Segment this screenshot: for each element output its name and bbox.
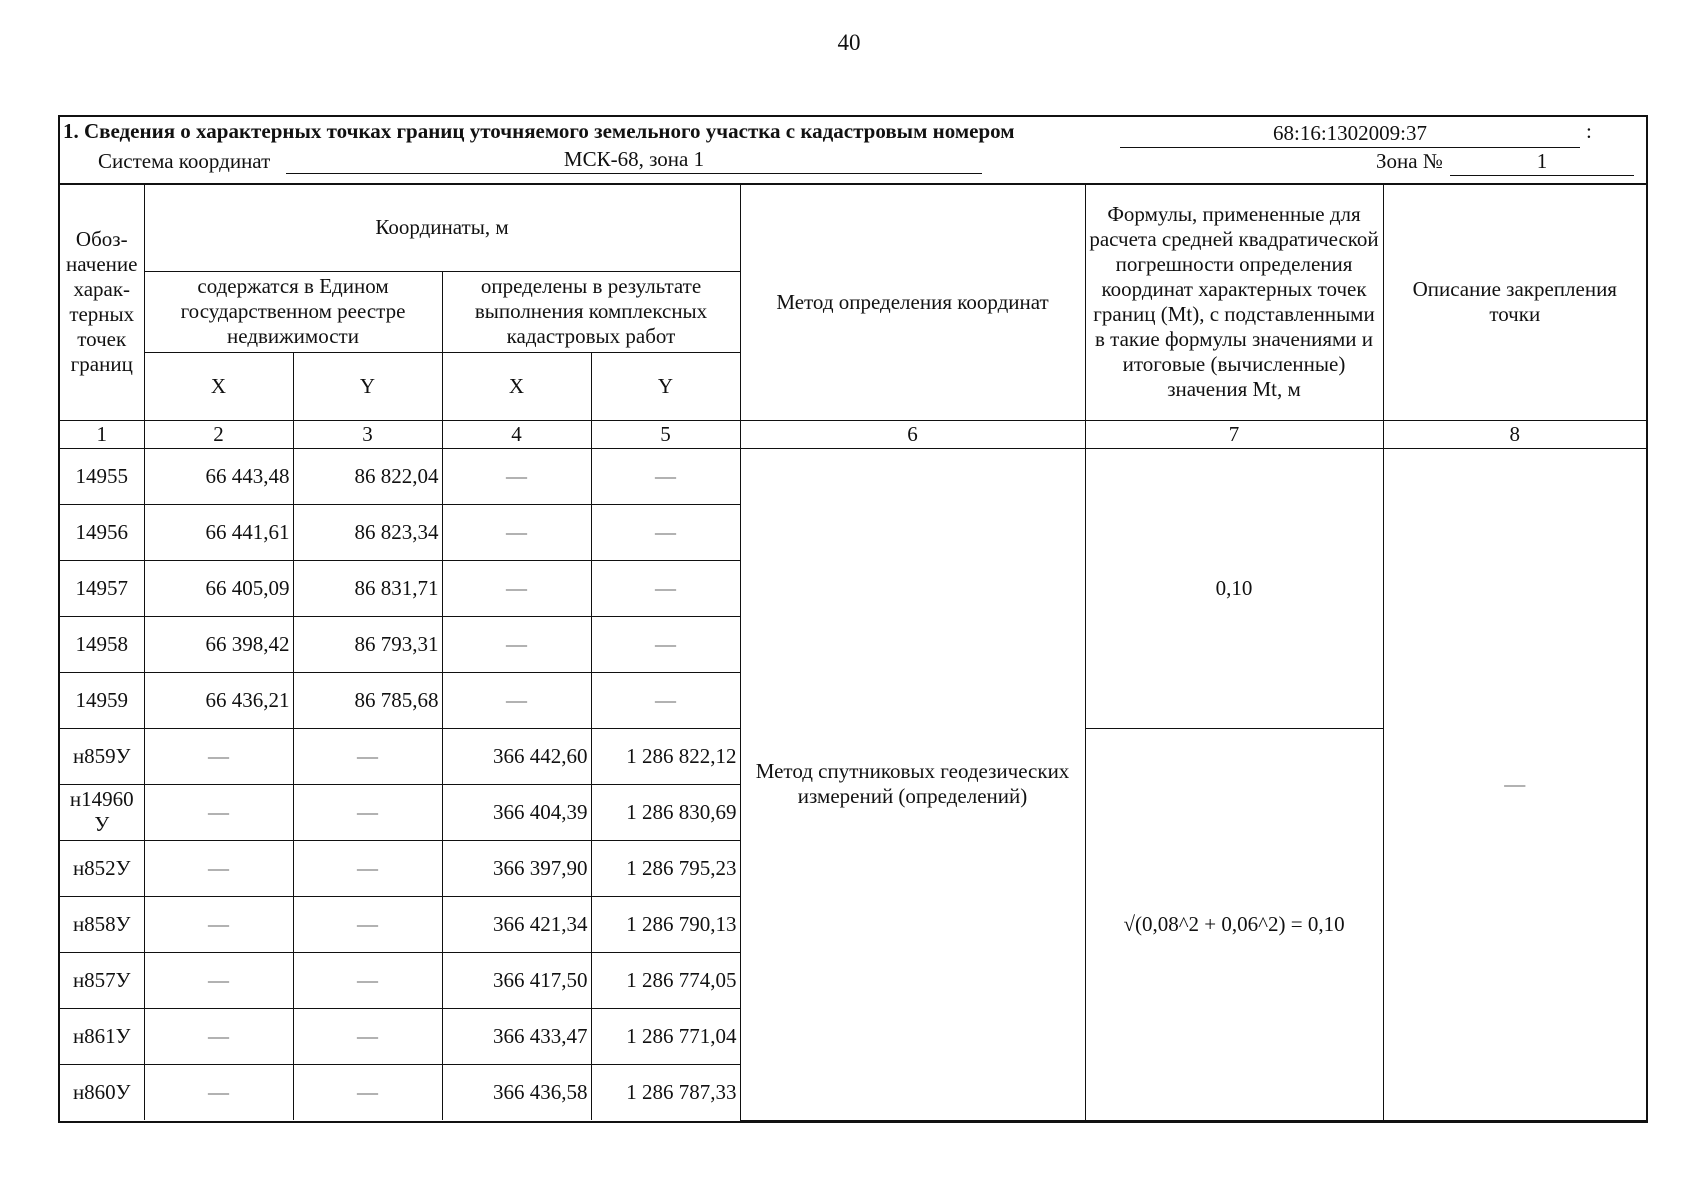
egrn-y: — bbox=[293, 728, 442, 784]
column-number: 7 bbox=[1085, 420, 1383, 448]
column-number: 3 bbox=[293, 420, 442, 448]
egrn-x: 66 441,61 bbox=[144, 504, 293, 560]
egrn-x: 66 436,21 bbox=[144, 672, 293, 728]
egrn-y: 86 822,04 bbox=[293, 448, 442, 504]
egrn-x: — bbox=[144, 1008, 293, 1064]
point-id: н861У bbox=[60, 1008, 144, 1064]
point-id: 14955 bbox=[60, 448, 144, 504]
header-egrn: содержатся в Едином государственном реестре недвижимости bbox=[144, 271, 442, 352]
determined-x: 366 404,39 bbox=[442, 784, 591, 840]
determined-x: — bbox=[442, 672, 591, 728]
column-number: 1 bbox=[60, 420, 144, 448]
column-number: 4 bbox=[442, 420, 591, 448]
header-x-determined: X bbox=[442, 352, 591, 420]
determined-y: — bbox=[591, 616, 740, 672]
determined-y: — bbox=[591, 448, 740, 504]
egrn-y: — bbox=[293, 896, 442, 952]
egrn-y: 86 793,31 bbox=[293, 616, 442, 672]
point-id: н860У bbox=[60, 1064, 144, 1120]
header-coordinates: Координаты, м bbox=[144, 185, 740, 271]
determined-y: — bbox=[591, 672, 740, 728]
egrn-x: — bbox=[144, 1064, 293, 1120]
column-number: 6 bbox=[740, 420, 1085, 448]
egrn-y: — bbox=[293, 840, 442, 896]
egrn-x: 66 398,42 bbox=[144, 616, 293, 672]
header-determined: определены в результате выполнения комплексных кадастровых работ bbox=[442, 271, 740, 352]
determined-y: 1 286 787,33 bbox=[591, 1064, 740, 1120]
egrn-y: 86 831,71 bbox=[293, 560, 442, 616]
determined-x: 366 417,50 bbox=[442, 952, 591, 1008]
determined-x: 366 397,90 bbox=[442, 840, 591, 896]
egrn-x: — bbox=[144, 896, 293, 952]
page-number: 40 bbox=[837, 30, 861, 55]
mt-value-cell: 0,10 bbox=[1085, 448, 1383, 728]
determined-y: — bbox=[591, 560, 740, 616]
point-id: 14959 bbox=[60, 672, 144, 728]
point-id: н14960 У bbox=[60, 784, 144, 840]
determined-y: 1 286 830,69 bbox=[591, 784, 740, 840]
point-id: н858У bbox=[60, 896, 144, 952]
egrn-y: — bbox=[293, 952, 442, 1008]
point-id: 14957 bbox=[60, 560, 144, 616]
determined-y: 1 286 795,23 bbox=[591, 840, 740, 896]
boundary-points-table bbox=[60, 185, 1646, 1121]
determined-x: — bbox=[442, 616, 591, 672]
point-id: н852У bbox=[60, 840, 144, 896]
header-formulas: Формулы, примененные для расчета средней квадратической погрешности определения координат характерных точек границ (Mt), с подставленными в такие формулы значениями и итоговые (вычисленные) значения Mt, м bbox=[1085, 185, 1383, 420]
determined-y: 1 286 822,12 bbox=[591, 728, 740, 784]
determined-x: 366 442,60 bbox=[442, 728, 591, 784]
egrn-y: — bbox=[293, 784, 442, 840]
header-method: Метод определения координат bbox=[740, 185, 1085, 420]
coord-system-field: МСК-68, зона 1 bbox=[286, 147, 982, 174]
header-y-determined: Y bbox=[591, 352, 740, 420]
column-number: 2 bbox=[144, 420, 293, 448]
header-designation: Обоз-начение харак-терных точек границ bbox=[60, 185, 144, 420]
determined-x: 366 433,47 bbox=[442, 1008, 591, 1064]
point-id: н857У bbox=[60, 952, 144, 1008]
section-title: 1. Сведения о характерных точках границ уточняемого земельного участка с кадастровым номером bbox=[63, 119, 1015, 143]
egrn-y: — bbox=[293, 1064, 442, 1120]
mt-formula-cell: √(0,08^2 + 0,06^2) = 0,10 bbox=[1085, 728, 1383, 1120]
determined-x: — bbox=[442, 560, 591, 616]
zone-field: 1 bbox=[1450, 149, 1634, 176]
column-number: 5 bbox=[591, 420, 740, 448]
cadastral-number-field: 68:16:1302009:37 bbox=[1120, 121, 1580, 148]
method-cell: Метод спутниковых геодезических измерений (определений) bbox=[740, 448, 1085, 1120]
cadastral-colon: : bbox=[1586, 119, 1592, 143]
header-y-egrn: Y bbox=[293, 352, 442, 420]
description-cell: — bbox=[1383, 448, 1646, 1120]
determined-y: 1 286 790,13 bbox=[591, 896, 740, 952]
column-numbers-row bbox=[60, 420, 1646, 448]
coord-system-label: Система координат bbox=[98, 149, 271, 173]
point-id: 14958 bbox=[60, 616, 144, 672]
zone-label: Зона № bbox=[1376, 149, 1443, 173]
determined-x: — bbox=[442, 448, 591, 504]
egrn-y: — bbox=[293, 1008, 442, 1064]
determined-x: 366 421,34 bbox=[442, 896, 591, 952]
egrn-x: — bbox=[144, 728, 293, 784]
egrn-x: — bbox=[144, 952, 293, 1008]
egrn-x: 66 443,48 bbox=[144, 448, 293, 504]
point-id: н859У bbox=[60, 728, 144, 784]
form-header bbox=[60, 117, 1646, 185]
egrn-x: — bbox=[144, 840, 293, 896]
determined-y: — bbox=[591, 504, 740, 560]
egrn-x: 66 405,09 bbox=[144, 560, 293, 616]
table-row bbox=[60, 448, 1646, 504]
determined-y: 1 286 771,04 bbox=[591, 1008, 740, 1064]
header-x-egrn: X bbox=[144, 352, 293, 420]
header-description: Описание закрепления точки bbox=[1383, 185, 1646, 420]
determined-x: 366 436,58 bbox=[442, 1064, 591, 1120]
column-number: 8 bbox=[1383, 420, 1646, 448]
egrn-x: — bbox=[144, 784, 293, 840]
egrn-y: 86 785,68 bbox=[293, 672, 442, 728]
point-id: 14956 bbox=[60, 504, 144, 560]
egrn-y: 86 823,34 bbox=[293, 504, 442, 560]
determined-x: — bbox=[442, 504, 591, 560]
boundary-points-form bbox=[58, 115, 1648, 1123]
determined-y: 1 286 774,05 bbox=[591, 952, 740, 1008]
